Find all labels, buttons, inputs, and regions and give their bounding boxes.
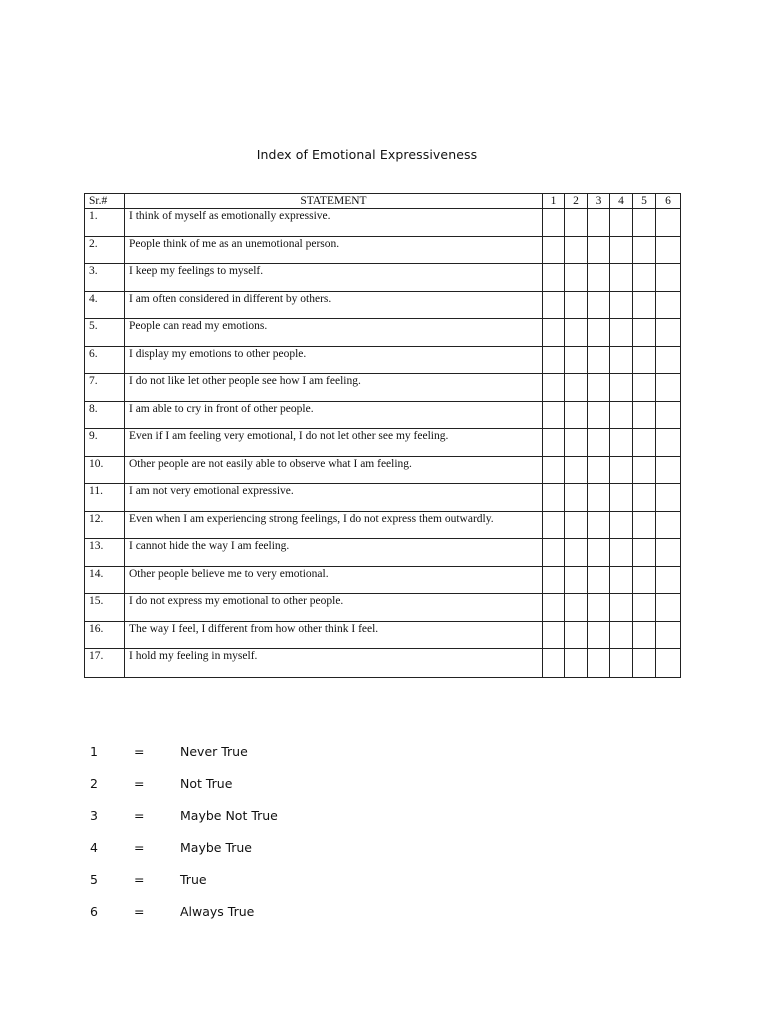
rating-cell-4[interactable] <box>610 374 633 402</box>
rating-cell-1[interactable] <box>543 539 565 567</box>
legend-equals: = <box>134 744 145 759</box>
rating-cell-3[interactable] <box>588 649 610 678</box>
row-number: 9. <box>85 429 125 457</box>
legend-number: 4 <box>90 840 98 855</box>
rating-cell-4[interactable] <box>610 484 633 512</box>
header-rating-4: 4 <box>610 194 633 209</box>
rating-cell-4[interactable] <box>610 236 633 264</box>
statement-text: I am able to cry in front of other people. <box>125 401 543 429</box>
header-statement: STATEMENT <box>125 194 543 209</box>
rating-cell-1[interactable] <box>543 429 565 457</box>
rating-cell-1[interactable] <box>543 484 565 512</box>
statement-text: I cannot hide the way I am feeling. <box>125 539 543 567</box>
rating-cell-3[interactable] <box>588 319 610 347</box>
legend-label: Not True <box>180 776 233 791</box>
row-number: 15. <box>85 594 125 622</box>
rating-cell-6[interactable] <box>656 484 681 512</box>
row-number: 6. <box>85 346 125 374</box>
statement-text: Other people are not easily able to observe what I am feeling. <box>125 456 543 484</box>
rating-cell-1[interactable] <box>543 209 565 237</box>
table-body <box>85 209 681 678</box>
row-number: 7. <box>85 374 125 402</box>
rating-cell-5[interactable] <box>633 539 656 567</box>
rating-cell-5[interactable] <box>633 374 656 402</box>
rating-cell-6[interactable] <box>656 319 681 347</box>
row-number: 12. <box>85 511 125 539</box>
header-rating-3: 3 <box>588 194 610 209</box>
rating-cell-4[interactable] <box>610 456 633 484</box>
rating-cell-2[interactable] <box>565 429 588 457</box>
statement-text: I display my emotions to other people. <box>125 346 543 374</box>
rating-cell-2[interactable] <box>565 236 588 264</box>
rating-cell-2[interactable] <box>565 484 588 512</box>
rating-cell-4[interactable] <box>610 566 633 594</box>
table-row <box>85 456 681 484</box>
legend-equals: = <box>134 776 145 791</box>
rating-cell-3[interactable] <box>588 209 610 237</box>
legend-equals: = <box>134 808 145 823</box>
rating-cell-2[interactable] <box>565 264 588 292</box>
table-row <box>85 346 681 374</box>
row-number: 17. <box>85 649 125 678</box>
legend-number: 3 <box>90 808 98 823</box>
rating-cell-3[interactable] <box>588 429 610 457</box>
statement-text: Other people believe me to very emotional. <box>125 566 543 594</box>
legend-number: 6 <box>90 904 98 919</box>
statement-text: I do not like let other people see how I am feeling. <box>125 374 543 402</box>
rating-cell-4[interactable] <box>610 594 633 622</box>
row-number: 11. <box>85 484 125 512</box>
rating-cell-4[interactable] <box>610 539 633 567</box>
statement-text: The way I feel, I different from how other think I feel. <box>125 621 543 649</box>
rating-cell-4[interactable] <box>610 291 633 319</box>
statement-text: I hold my feeling in myself. <box>125 649 543 678</box>
rating-cell-5[interactable] <box>633 649 656 678</box>
legend-label: Maybe Not True <box>180 808 278 823</box>
header-rating-1: 1 <box>543 194 565 209</box>
statement-text: People think of me as an unemotional person. <box>125 236 543 264</box>
rating-cell-2[interactable] <box>565 539 588 567</box>
rating-cell-2[interactable] <box>565 456 588 484</box>
rating-cell-5[interactable] <box>633 429 656 457</box>
rating-cell-3[interactable] <box>588 594 610 622</box>
legend-equals: = <box>134 840 145 855</box>
rating-cell-2[interactable] <box>565 511 588 539</box>
rating-cell-1[interactable] <box>543 401 565 429</box>
rating-cell-5[interactable] <box>633 319 656 347</box>
statement-text: Even if I am feeling very emotional, I do not let other see my feeling. <box>125 429 543 457</box>
rating-cell-6[interactable] <box>656 566 681 594</box>
rating-cell-1[interactable] <box>543 456 565 484</box>
row-number: 13. <box>85 539 125 567</box>
rating-cell-5[interactable] <box>633 566 656 594</box>
rating-cell-3[interactable] <box>588 346 610 374</box>
statement-text: I do not express my emotional to other people. <box>125 594 543 622</box>
table-row <box>85 374 681 402</box>
table-row <box>85 649 681 678</box>
table-row <box>85 484 681 512</box>
rating-cell-2[interactable] <box>565 649 588 678</box>
row-number: 3. <box>85 264 125 292</box>
rating-cell-3[interactable] <box>588 401 610 429</box>
rating-cell-3[interactable] <box>588 291 610 319</box>
legend-equals: = <box>134 904 145 919</box>
statement-text: I think of myself as emotionally expressive. <box>125 209 543 237</box>
legend-number: 1 <box>90 744 98 759</box>
rating-cell-1[interactable] <box>543 594 565 622</box>
rating-cell-1[interactable] <box>543 374 565 402</box>
rating-cell-6[interactable] <box>656 456 681 484</box>
table-row <box>85 511 681 539</box>
rating-cell-5[interactable] <box>633 594 656 622</box>
legend-label: True <box>180 872 207 887</box>
rating-cell-4[interactable] <box>610 319 633 347</box>
rating-cell-1[interactable] <box>543 319 565 347</box>
header-rating-5: 5 <box>633 194 656 209</box>
rating-cell-6[interactable] <box>656 374 681 402</box>
row-number: 10. <box>85 456 125 484</box>
row-number: 5. <box>85 319 125 347</box>
rating-cell-2[interactable] <box>565 566 588 594</box>
statement-table <box>84 193 681 678</box>
row-number: 8. <box>85 401 125 429</box>
rating-cell-1[interactable] <box>543 566 565 594</box>
rating-cell-5[interactable] <box>633 401 656 429</box>
row-number: 2. <box>85 236 125 264</box>
rating-cell-4[interactable] <box>610 401 633 429</box>
rating-cell-5[interactable] <box>633 236 656 264</box>
legend-label: Always True <box>180 904 255 919</box>
rating-cell-1[interactable] <box>543 264 565 292</box>
table-row <box>85 429 681 457</box>
rating-cell-6[interactable] <box>656 291 681 319</box>
statement-text: Even when I am experiencing strong feelings, I do not express them outwardly. <box>125 511 543 539</box>
rating-cell-3[interactable] <box>588 264 610 292</box>
rating-cell-5[interactable] <box>633 621 656 649</box>
table-row <box>85 264 681 292</box>
table-row <box>85 209 681 237</box>
rating-cell-6[interactable] <box>656 346 681 374</box>
rating-cell-1[interactable] <box>543 621 565 649</box>
table-row <box>85 566 681 594</box>
row-number: 1. <box>85 209 125 237</box>
rating-cell-5[interactable] <box>633 346 656 374</box>
rating-cell-2[interactable] <box>565 209 588 237</box>
rating-cell-4[interactable] <box>610 209 633 237</box>
header-rating-6: 6 <box>656 194 681 209</box>
rating-cell-3[interactable] <box>588 621 610 649</box>
rating-cell-4[interactable] <box>610 346 633 374</box>
legend-number: 2 <box>90 776 98 791</box>
table-row <box>85 621 681 649</box>
rating-cell-6[interactable] <box>656 429 681 457</box>
rating-cell-2[interactable] <box>565 346 588 374</box>
statement-text: People can read my emotions. <box>125 319 543 347</box>
rating-cell-5[interactable] <box>633 291 656 319</box>
rating-cell-2[interactable] <box>565 401 588 429</box>
rating-cell-3[interactable] <box>588 484 610 512</box>
row-number: 14. <box>85 566 125 594</box>
rating-cell-2[interactable] <box>565 319 588 347</box>
rating-cell-5[interactable] <box>633 456 656 484</box>
rating-cell-5[interactable] <box>633 484 656 512</box>
rating-cell-1[interactable] <box>543 511 565 539</box>
table-row <box>85 291 681 319</box>
table-row <box>85 236 681 264</box>
rating-cell-6[interactable] <box>656 209 681 237</box>
rating-cell-5[interactable] <box>633 209 656 237</box>
rating-cell-2[interactable] <box>565 594 588 622</box>
rating-cell-6[interactable] <box>656 511 681 539</box>
rating-cell-4[interactable] <box>610 429 633 457</box>
statement-text: I am often considered in different by others. <box>125 291 543 319</box>
header-rating-2: 2 <box>565 194 588 209</box>
rating-cell-4[interactable] <box>610 511 633 539</box>
legend-number: 5 <box>90 872 98 887</box>
table-header-row <box>85 194 681 209</box>
row-number: 16. <box>85 621 125 649</box>
rating-cell-4[interactable] <box>610 649 633 678</box>
document-title: Index of Emotional Expressiveness <box>256 147 478 162</box>
rating-cell-6[interactable] <box>656 401 681 429</box>
rating-cell-2[interactable] <box>565 621 588 649</box>
rating-cell-6[interactable] <box>656 264 681 292</box>
legend-label: Maybe True <box>180 840 252 855</box>
table-row <box>85 319 681 347</box>
rating-cell-6[interactable] <box>656 621 681 649</box>
legend-equals: = <box>134 872 145 887</box>
rating-cell-2[interactable] <box>565 374 588 402</box>
rating-cell-1[interactable] <box>543 236 565 264</box>
table-row <box>85 539 681 567</box>
rating-cell-6[interactable] <box>656 539 681 567</box>
row-number: 4. <box>85 291 125 319</box>
statement-text: I am not very emotional expressive. <box>125 484 543 512</box>
rating-cell-3[interactable] <box>588 374 610 402</box>
rating-cell-6[interactable] <box>656 649 681 678</box>
rating-cell-6[interactable] <box>656 236 681 264</box>
rating-cell-3[interactable] <box>588 511 610 539</box>
rating-cell-3[interactable] <box>588 456 610 484</box>
rating-cell-6[interactable] <box>656 594 681 622</box>
rating-cell-4[interactable] <box>610 264 633 292</box>
rating-cell-3[interactable] <box>588 236 610 264</box>
rating-cell-5[interactable] <box>633 511 656 539</box>
rating-cell-2[interactable] <box>565 291 588 319</box>
rating-cell-3[interactable] <box>588 566 610 594</box>
rating-cell-1[interactable] <box>543 649 565 678</box>
rating-cell-1[interactable] <box>543 291 565 319</box>
statement-text: I keep my feelings to myself. <box>125 264 543 292</box>
table-row <box>85 401 681 429</box>
rating-cell-4[interactable] <box>610 621 633 649</box>
header-sr: Sr.# <box>85 194 125 209</box>
legend-label: Never True <box>180 744 248 759</box>
rating-cell-5[interactable] <box>633 264 656 292</box>
rating-cell-1[interactable] <box>543 346 565 374</box>
rating-cell-3[interactable] <box>588 539 610 567</box>
table-row <box>85 594 681 622</box>
